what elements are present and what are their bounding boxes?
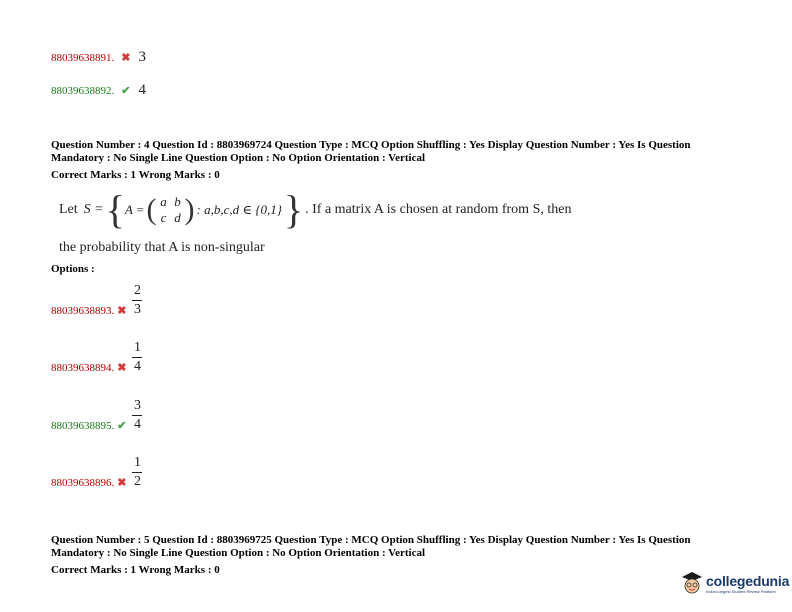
- matrix-entry: a: [160, 194, 167, 209]
- denominator: 4: [133, 359, 141, 374]
- left-paren: (: [146, 193, 157, 226]
- option-id: 88039638893.: [51, 305, 115, 317]
- matrix-entry: b: [174, 194, 181, 209]
- right-brace: }: [283, 187, 304, 232]
- option-id: 88039638894.: [51, 362, 115, 374]
- fraction-bar: [132, 472, 142, 473]
- denominator: 2: [133, 474, 141, 489]
- option-fraction: [132, 399, 142, 432]
- question-stem: [59, 188, 571, 232]
- fraction-bar: [132, 415, 142, 416]
- question-header: [51, 139, 771, 165]
- right-paren: ): [184, 193, 195, 226]
- option-row: [51, 456, 142, 489]
- matrix-entry: d: [174, 210, 181, 225]
- option-row: [51, 284, 142, 317]
- option-value: 4: [138, 82, 146, 98]
- option-fraction: [132, 284, 142, 317]
- marks-line: Correct Marks : 1 Wrong Marks : 0: [51, 564, 220, 576]
- stem-text: S =: [83, 202, 104, 217]
- question-header: [51, 534, 771, 560]
- mascot-icon: [680, 570, 704, 596]
- cross-icon: ✖: [121, 52, 131, 64]
- logo-name: collegedunia: [706, 572, 790, 589]
- header-line: Question Number : 5 Question Id : 8803969725 Question Type : MCQ Option Shuffling : Yes Display Question Number : Yes Is Question: [51, 534, 691, 546]
- option-fraction: [132, 456, 142, 489]
- left-brace: {: [105, 187, 125, 232]
- option-id: 88039638896.: [51, 477, 115, 489]
- stem-text: Let: [59, 202, 78, 217]
- option-row: [51, 399, 142, 432]
- numerator: 2: [133, 283, 141, 298]
- option-fraction: [132, 341, 142, 374]
- denominator: 4: [133, 417, 141, 432]
- stem-text: . If a matrix A is chosen at random from S, then: [305, 202, 572, 217]
- check-icon: ✔: [117, 420, 127, 432]
- numerator: 1: [133, 340, 141, 355]
- option-row: [51, 48, 146, 66]
- options-label: Options :: [51, 263, 95, 275]
- fraction-bar: [132, 357, 142, 358]
- cross-icon: ✖: [117, 362, 127, 374]
- header-line: Question Number : 4 Question Id : 8803969724 Question Type : MCQ Option Shuffling : Yes Display Question Number : Yes Is Question: [51, 139, 691, 151]
- collegedunia-logo: [680, 570, 789, 596]
- stem-text: : a,b,c,d ∈ {0,1}: [196, 202, 282, 217]
- numerator: 1: [133, 455, 141, 470]
- cross-icon: ✖: [117, 305, 127, 317]
- matrix-entry: c: [160, 210, 167, 225]
- option-id: 88039638891.: [51, 52, 115, 64]
- header-line: Mandatory : No Single Line Question Option : No Option Orientation : Vertical: [51, 547, 426, 559]
- marks-line: Correct Marks : 1 Wrong Marks : 0: [51, 169, 220, 181]
- check-icon: ✔: [121, 85, 131, 97]
- fraction-bar: [132, 300, 142, 301]
- stem-line: the probability that A is non-singular: [59, 240, 265, 255]
- logo-tagline: India's largest Student Review Platform: [706, 588, 776, 594]
- option-id: 88039638895.: [51, 420, 115, 432]
- numerator: 3: [133, 398, 141, 413]
- header-line: Mandatory : No Single Line Question Option : No Option Orientation : Vertical: [51, 152, 426, 164]
- matrix: [157, 194, 185, 226]
- option-id: 88039638892.: [51, 85, 115, 97]
- option-value: 3: [138, 49, 146, 65]
- stem-text: A =: [124, 202, 145, 217]
- denominator: 3: [133, 302, 141, 317]
- option-row: [51, 81, 146, 99]
- option-row: [51, 341, 142, 374]
- cross-icon: ✖: [117, 477, 127, 489]
